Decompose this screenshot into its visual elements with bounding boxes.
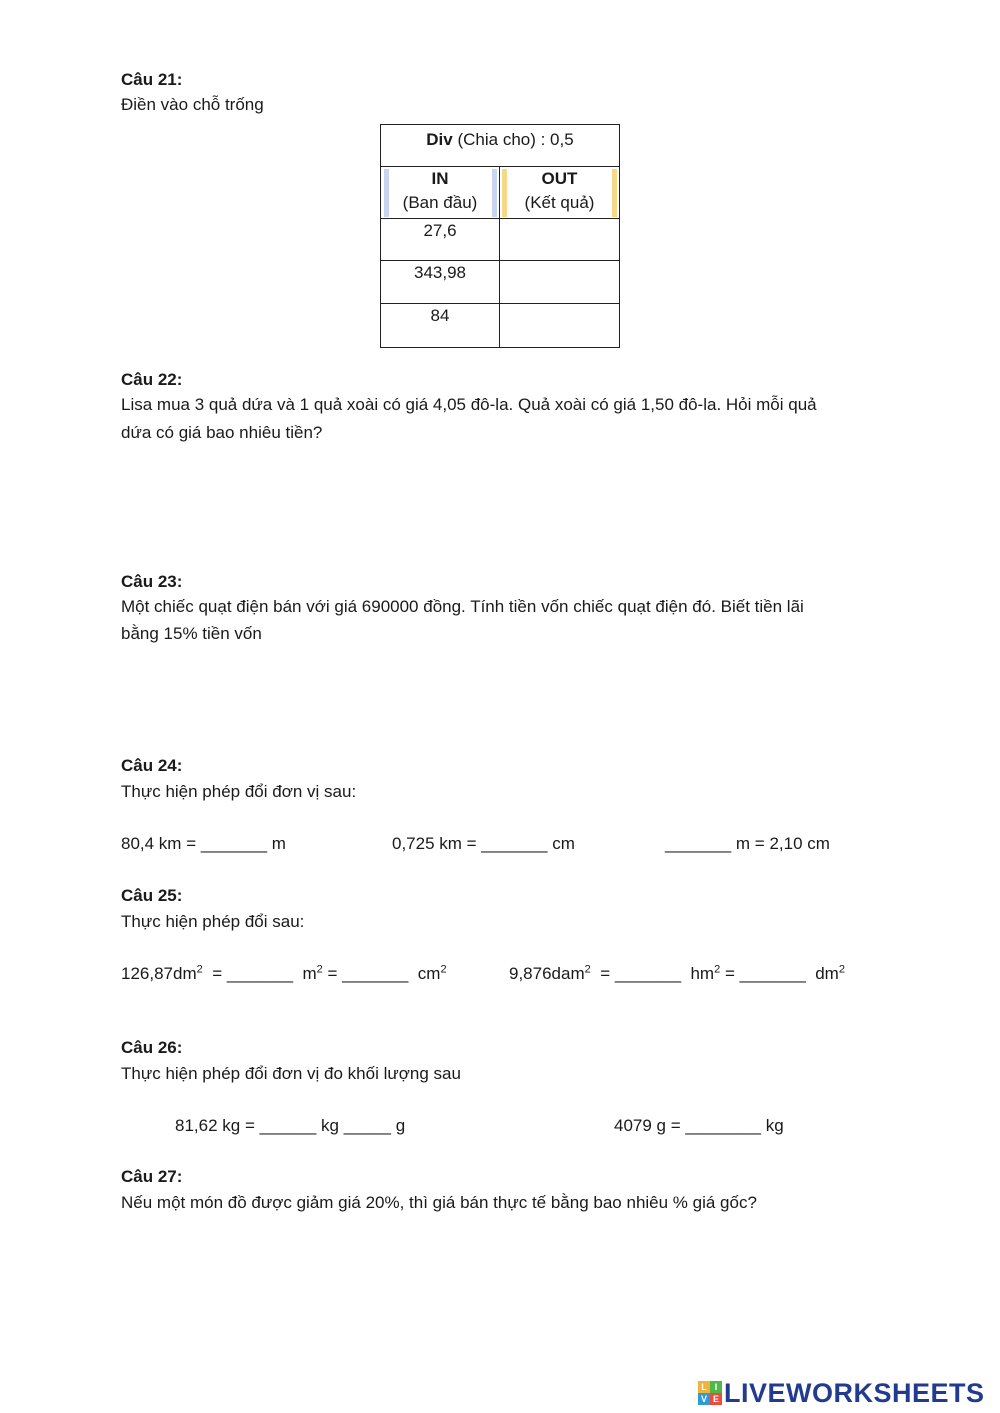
div-table	[380, 124, 620, 348]
exponent: 2	[440, 963, 447, 976]
q21-title: Câu 21:	[121, 70, 183, 89]
row-divider	[381, 303, 619, 304]
logo-mark-letter: L	[698, 1381, 710, 1393]
in-value-3: 84	[430, 306, 450, 325]
table-header-rest: (Chia cho) : 0,5	[452, 130, 574, 149]
out-sublabel: (Kết quả)	[524, 193, 595, 212]
exponent: 2	[838, 963, 845, 976]
q25-item-2-blank-2: = _______ dm	[720, 964, 839, 983]
q26-item-2: 4079 g = ________ kg	[614, 1116, 784, 1135]
exponent: 2	[584, 963, 591, 976]
q21-instruction: Điền vào chỗ trống	[121, 95, 264, 114]
logo-mark-icon	[698, 1381, 722, 1405]
table-header	[381, 125, 619, 167]
q27-title: Câu 27:	[121, 1167, 183, 1186]
q25-item-1	[121, 964, 447, 984]
in-value-1: 27,6	[423, 221, 457, 240]
q25-item-1-blank-1: = _______ m	[202, 964, 317, 983]
table-header-bold: Div	[426, 130, 453, 149]
exponent: 2	[714, 963, 721, 976]
q27-text: Nếu một món đồ được giảm giá 20%, thì giá bán thực tế bằng bao nhiêu % giá gốc?	[121, 1193, 757, 1212]
in-column-header	[381, 167, 499, 219]
q26-item-1: 81,62 kg = ______ kg _____ g	[175, 1116, 406, 1135]
q23-text-line1: Một chiếc quạt điện bán với giá 690000 đồng. Tính tiền vốn chiếc quạt điện đó. Biết tiền lãi	[121, 597, 804, 616]
liveworksheets-logo	[698, 1378, 985, 1408]
q22-title: Câu 22:	[121, 370, 183, 389]
q24-instruction: Thực hiện phép đổi đơn vị sau:	[121, 782, 357, 801]
q24-title: Câu 24:	[121, 756, 183, 775]
q23-text-line2: bằng 15% tiền vốn	[121, 624, 262, 643]
in-label: IN	[431, 169, 449, 188]
q22-text-line2: dứa có giá bao nhiêu tiền?	[121, 423, 323, 442]
q25-instruction: Thực hiện phép đổi sau:	[121, 912, 305, 931]
q22-text-line1: Lisa mua 3 quả dứa và 1 quả xoài có giá 4,05 đô-la. Quả xoài có giá 1,50 đô-la. Hỏi mỗi quả	[121, 395, 817, 414]
exponent: 2	[316, 963, 323, 976]
logo-text: LIVEWORKSHEETS	[724, 1377, 985, 1408]
in-value-2: 343,98	[414, 263, 466, 282]
out-label: OUT	[541, 169, 578, 188]
q26-instruction: Thực hiện phép đổi đơn vị đo khối lượng sau	[121, 1064, 461, 1083]
q24-item-3: _______ m = 2,10 cm	[665, 834, 830, 853]
q25-item-2-value: 9,876dam	[509, 964, 585, 983]
q25-item-2-blank-1: = _______ hm	[590, 964, 715, 983]
q25-title: Câu 25:	[121, 886, 183, 905]
out-column-header	[500, 167, 619, 219]
q25-item-1-blank-2: = _______ cm	[322, 964, 441, 983]
in-sublabel: (Ban đầu)	[402, 193, 478, 212]
logo-mark-letter: E	[710, 1393, 722, 1405]
q25-item-1-value: 126,87dm	[121, 964, 197, 983]
row-divider	[381, 260, 619, 261]
exponent: 2	[196, 963, 203, 976]
logo-mark-letter: I	[710, 1381, 722, 1393]
logo-mark-letter: V	[698, 1393, 710, 1405]
row-divider	[381, 218, 619, 219]
column-divider	[499, 167, 500, 347]
q23-title: Câu 23:	[121, 572, 183, 591]
q26-title: Câu 26:	[121, 1038, 183, 1057]
q24-item-2: 0,725 km = _______ cm	[392, 834, 575, 853]
q25-item-2	[509, 964, 845, 984]
q24-item-1: 80,4 km = _______ m	[121, 834, 286, 853]
